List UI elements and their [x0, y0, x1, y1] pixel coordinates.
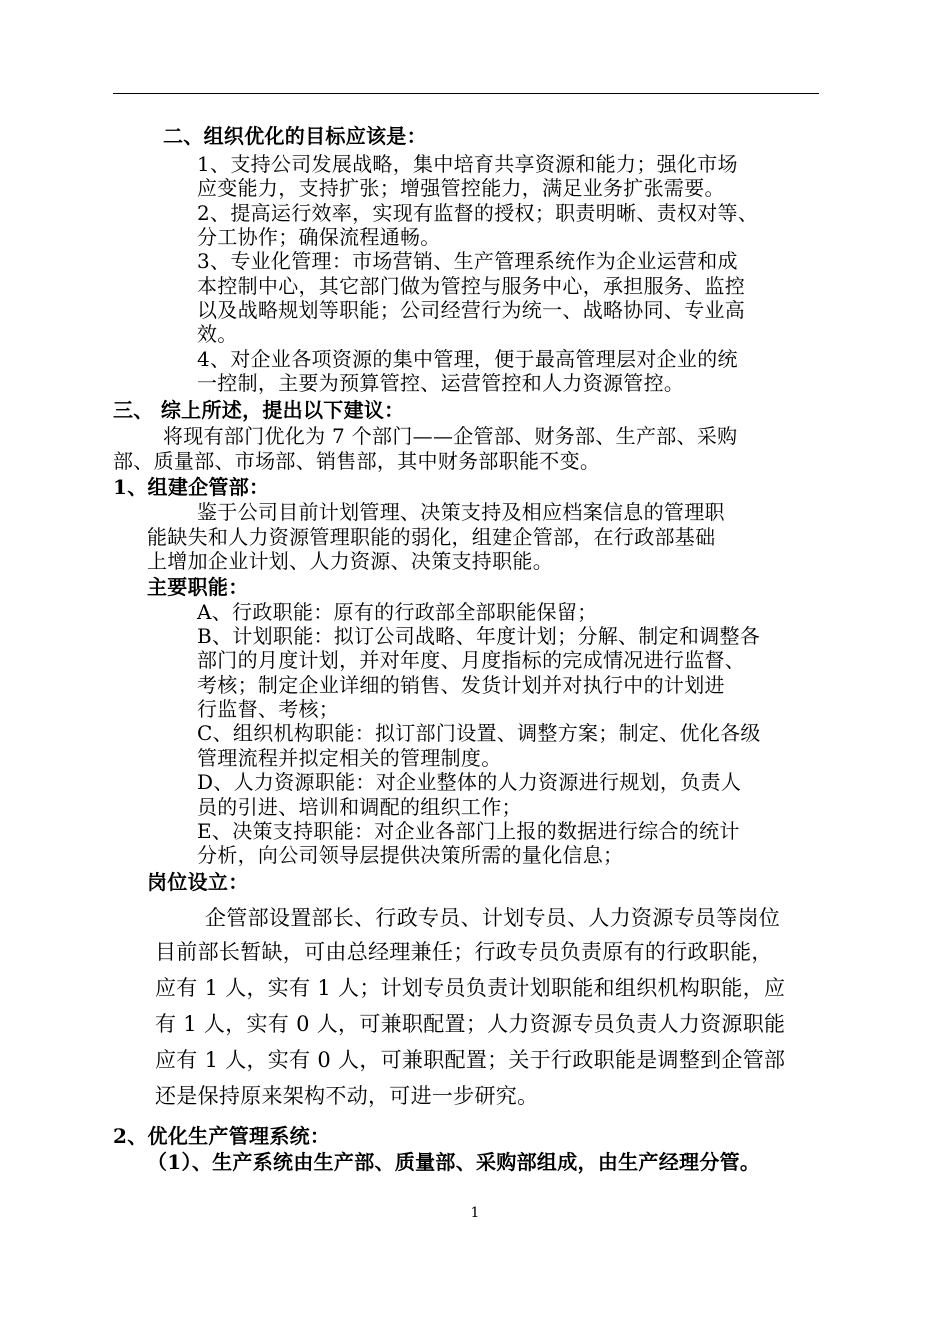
text-line: 有 1 人，实有 0 人，可兼职配置；人力资源专员负责人力资源职能 [155, 1012, 786, 1036]
text-line: 考核；制定企业详细的销售、发货计划并对执行中的计划进 [197, 673, 725, 697]
section-heading: 三、 综上所述，提出以下建议： [113, 398, 405, 422]
header-rule [113, 93, 819, 94]
text-line: 应变能力，支持扩张；增强管控能力，满足业务扩张需要。 [197, 176, 725, 200]
text-line: 分析，向公司领导层提供决策所需的量化信息； [197, 843, 624, 867]
text-line: 4、对企业各项资源的集中管理，便于最高管理层对企业的统 [197, 347, 738, 371]
text-line: 鉴于公司目前计划管理、决策支持及相应档案信息的管理职 [197, 500, 725, 524]
text-line: 管理流程并拟定相关的管理制度。 [197, 746, 502, 770]
text-line: C、组织机构职能：拟订部门设置、调整方案；制定、优化各级 [197, 721, 761, 745]
text-line: 应有 1 人，实有 0 人，可兼职配置；关于行政职能是调整到企管部 [155, 1048, 786, 1072]
subsection-heading: 2、优化生产管理系统： [113, 1124, 331, 1148]
text-line: A、行政职能：原有的行政部全部职能保留； [197, 600, 598, 624]
text-line: 部门的月度计划，并对年度、月度指标的完成情况进行监督、 [197, 648, 746, 672]
text-line: 以及战略规划等职能；公司经营行为统一、战略协同、专业高 [197, 298, 746, 322]
text-line: 上增加企业计划、人力资源、决策支持职能。 [147, 549, 553, 573]
text-line: 企管部设置部长、行政专员、计划专员、人力资源专员等岗位 [205, 906, 781, 930]
text-line: 行监督、考核； [197, 697, 340, 721]
text-line: 将现有部门优化为 7 个部门——企管部、财务部、生产部、采购 [163, 424, 738, 448]
text-line: 还是保持原来架构不动，可进一步研究。 [155, 1084, 539, 1108]
text-line: 能缺失和人力资源管理职能的弱化，组建企管部，在行政部基础 [147, 525, 716, 549]
text-line: 本控制中心，其它部门做为管控与服务中心，承担服务、监控 [197, 274, 746, 298]
text-line: 分工协作；确保流程通畅。 [197, 225, 441, 249]
subheading: 岗位设立： [147, 870, 249, 894]
text-line: 员的引进、培训和调配的组织工作； [197, 795, 522, 819]
text-line: 目前部长暂缺，可由总经理兼任；行政专员负责原有的行政职能， [155, 940, 773, 964]
text-line: （1）、生产系统由生产部、质量部、采购部组成，由生产经理分管。 [147, 1150, 761, 1174]
text-line: D、人力资源职能：对企业整体的人力资源进行规划，负责人 [197, 770, 742, 794]
subheading: 主要职能： [147, 575, 249, 599]
text-line: 应有 1 人，实有 1 人；计划专员负责计划职能和组织机构职能，应 [155, 976, 786, 1000]
text-line: 部、质量部、市场部、销售部，其中财务部职能不变。 [113, 449, 601, 473]
text-line: B、计划职能：拟订公司战略、年度计划；分解、制定和调整各 [197, 624, 761, 648]
subsection-heading: 1、组建企管部： [113, 475, 270, 499]
text-line: 2、提高运行效率，实现有监督的授权；职责明晰、责权对等、 [197, 201, 759, 225]
text-line: 3、专业化管理：市场营销、生产管理系统作为企业运营和成 [197, 249, 738, 273]
text-line: E、决策支持职能：对企业各部门上报的数据进行综合的统计 [197, 819, 740, 843]
text-line: 1、支持公司发展战略，集中培育共享资源和能力；强化市场 [197, 152, 738, 176]
page-number: 1 [470, 1205, 480, 1221]
text-line: 一控制，主要为预算管控、运营管控和人力资源管控。 [197, 371, 685, 395]
text-line: 效。 [197, 322, 238, 346]
section-heading: 二、组织优化的目标应该是： [163, 124, 427, 148]
